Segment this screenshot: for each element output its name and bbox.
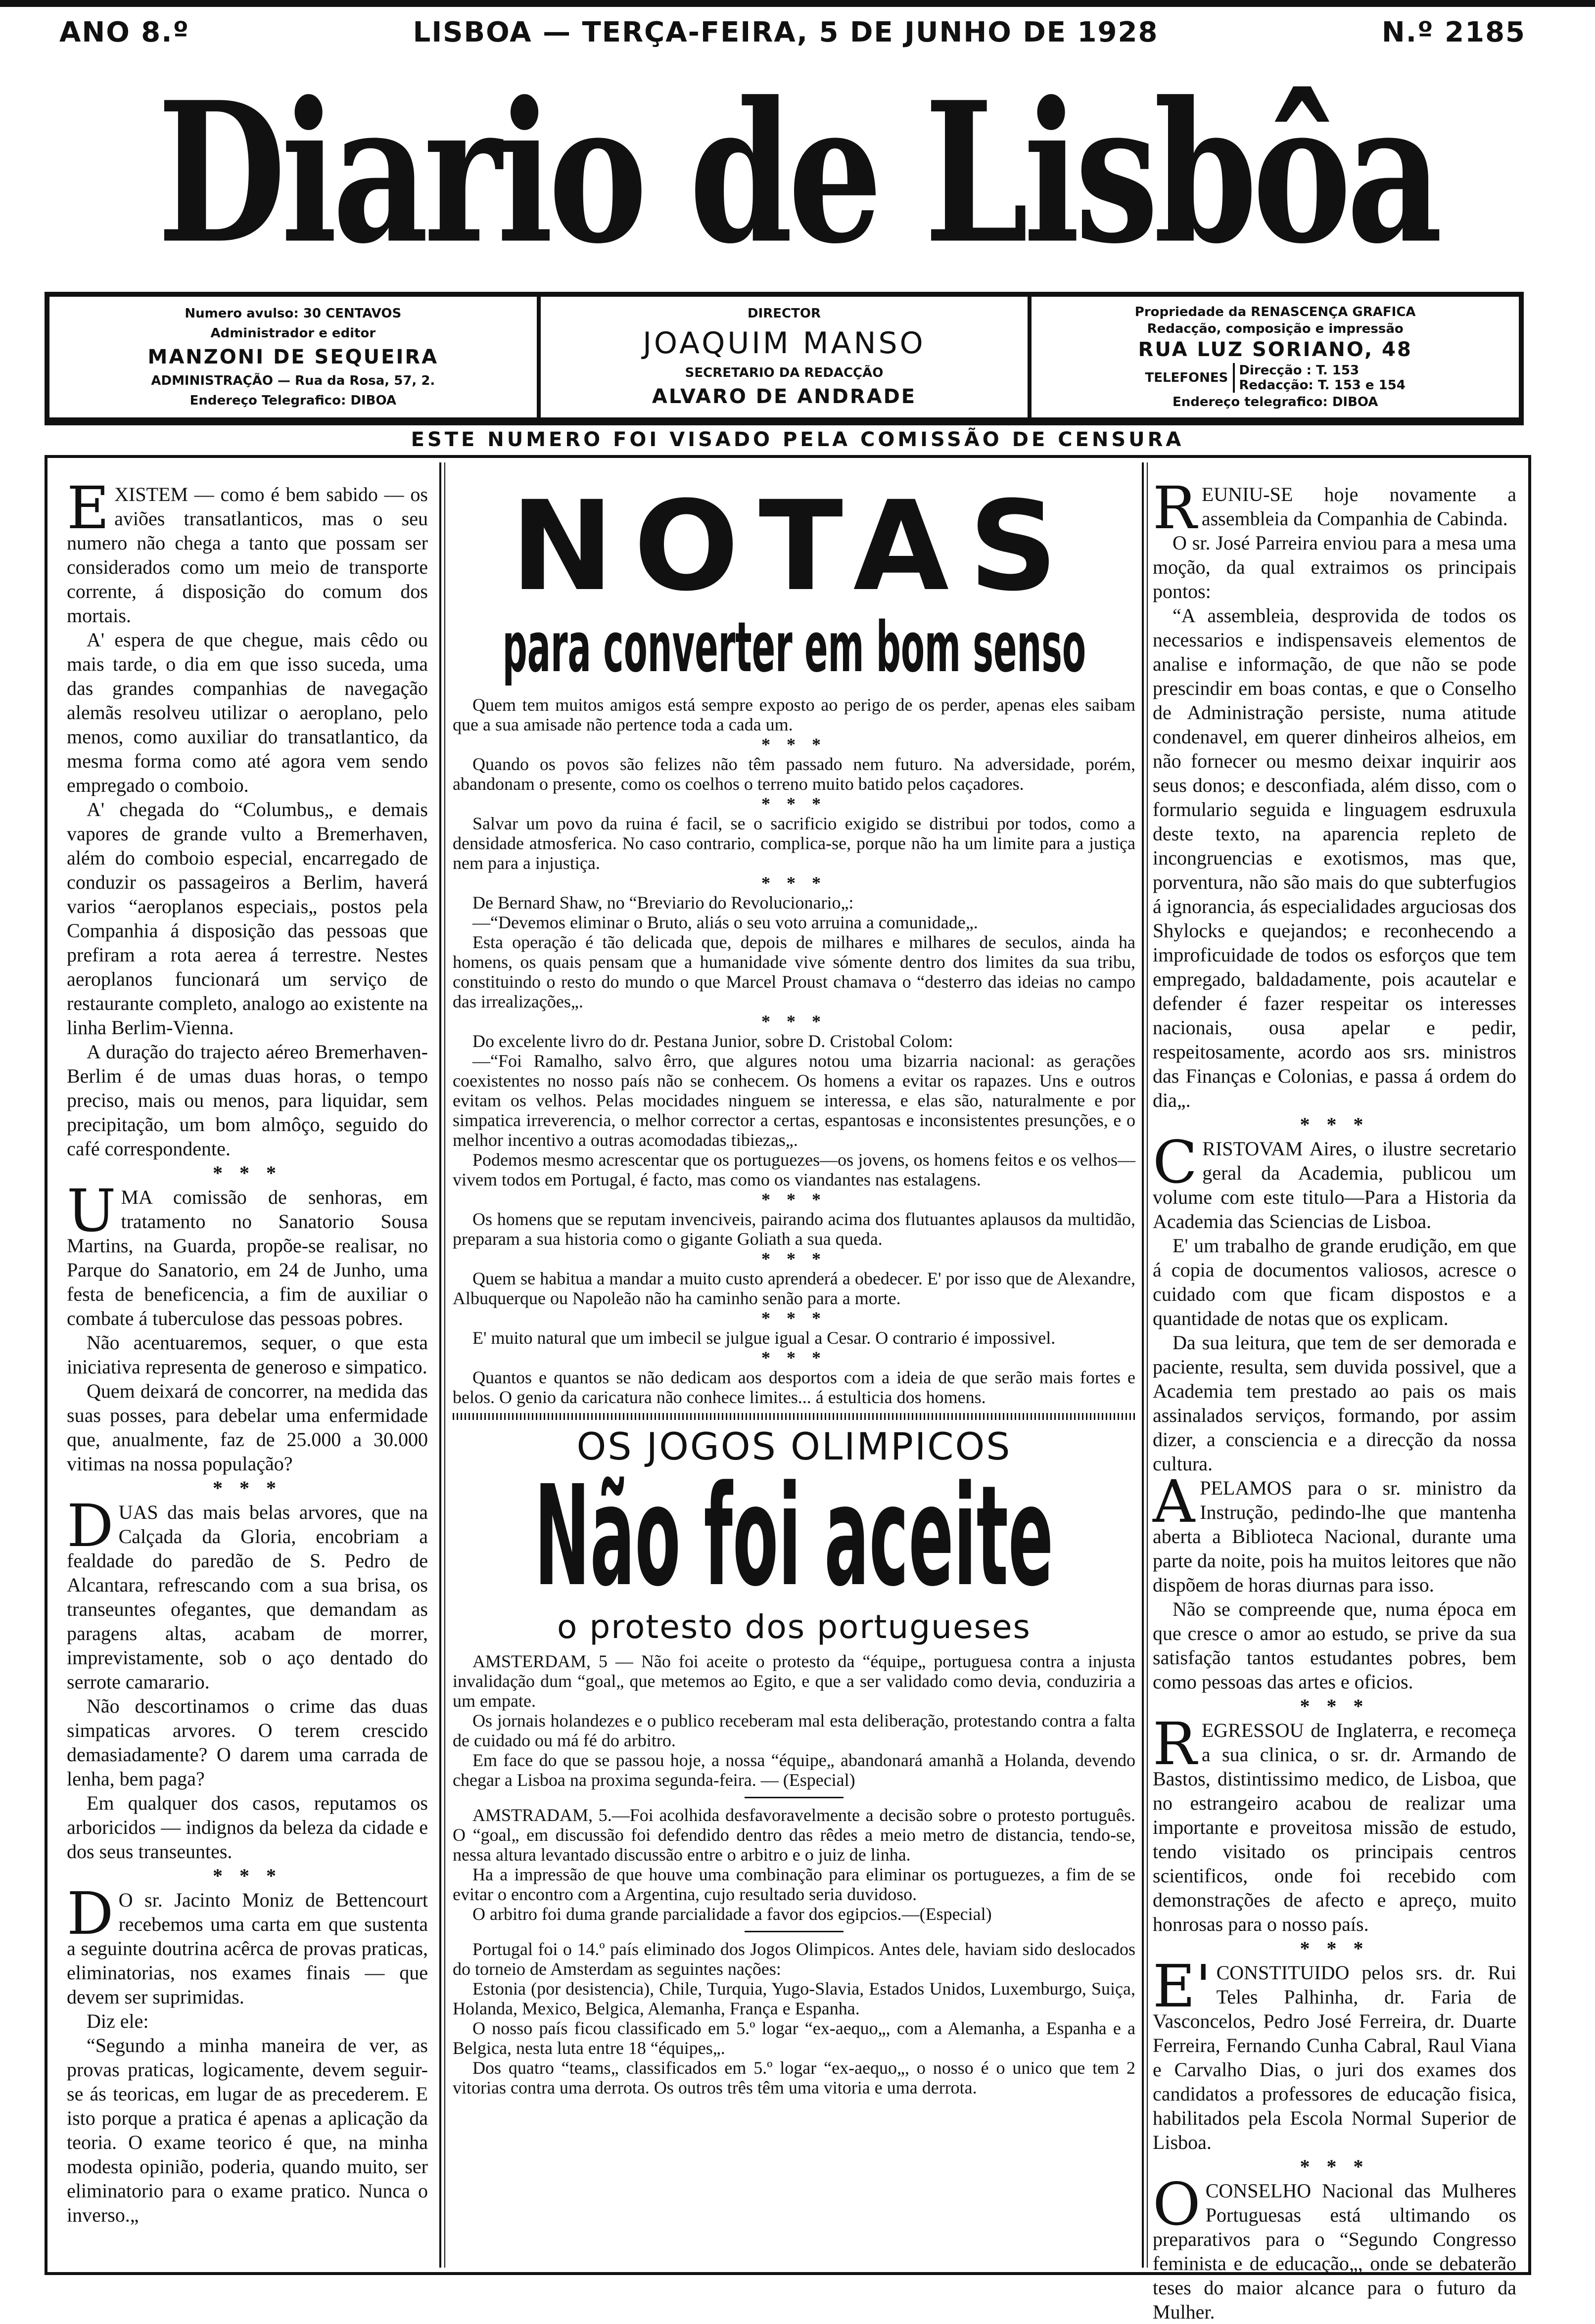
- section-separator: * * *: [761, 1189, 827, 1209]
- info-right: [1028, 297, 1519, 417]
- short-rule: [745, 1931, 844, 1932]
- paragraph-text: Do excelente livro do dr. Pestana Junior, sobre D. Cristobal Colom:: [472, 1031, 953, 1051]
- paragraph: [1153, 603, 1516, 1112]
- section-separator: * * *: [1300, 1695, 1369, 1717]
- telegraph-address: Endereço telegrafico: DIBOA: [1172, 395, 1378, 410]
- paragraph-text: “Segundo a minha maneira de ver, as provas praticas, logicamente, devem seguir-se ás teoricas, em lugar de as precederem. E isto porque a pratica é apenas a aplicação da teoria. O exame teorico é que, na minha modesta opinião, poderia, quando muito, ser eliminatorio para o exame pratico. Nunca o inverso.„: [67, 2034, 428, 2226]
- short-rule: [745, 1797, 844, 1798]
- paragraph-text: Da sua leitura, que tem de ser demorada e paciente, resulta, sem duvida possivel, que a Academia tem prestado ao pais os mais assinalados serviços, formando, por assim dizer, a consciencia e a direcção da nossa cultura.: [1153, 1331, 1516, 1475]
- notas-body: [453, 695, 1135, 1407]
- column-divider: [1142, 462, 1144, 2268]
- info-center: [537, 297, 1028, 417]
- section-separator: * * *: [761, 1308, 827, 1328]
- issue-number: N.º 2185: [1381, 16, 1526, 48]
- paragraph: [453, 1979, 1135, 2018]
- paragraph: [67, 2033, 428, 2227]
- section-separator: * * *: [213, 1865, 282, 1887]
- paragraph-text: Quem deixará de concorrer, na medida das suas posses, para debelar uma enfermidade que, anualmente, faz de 25.000 a 30.000 vitimas na nossa população?: [67, 1380, 428, 1475]
- drop-cap: R: [1153, 1710, 1197, 1778]
- paragraph-text: Salvar um povo da ruina é facil, se o sacrificio exigido se distribui por todos, como a densidade atmosferica. No caso contrario, complica-se, porque não ha um limite para a justiça nem para a injustiça.: [453, 814, 1135, 873]
- paragraph: [453, 695, 1135, 734]
- top-border: [0, 0, 1595, 7]
- paragraph: [67, 1791, 428, 1864]
- paragraph-text: Não descortinamos o crime das duas simpaticas arvores. O terem crescido demasiadamente? O darem uma carrada de lenha, bem paga?: [67, 1695, 428, 1790]
- paragraph-text: Dos quatro “teams„ classificados em 5.º logar “ex-aequo„, o nosso é o unico que tem 2 vitorias contra uma derrota. Os outros três têm uma vitoria e uma derrota.: [453, 2058, 1135, 2097]
- newspaper-title: Diario de Lisbôa: [157, 59, 1438, 286]
- paragraph-text: A' chegada do “Columbus„ e demais vapores de grande vulto a Bremerhaven, além do comboio especial, encarregado de conduzir os passageiros a Berlim, haverá varios “aeroplanos especiais„ postos pela Companhia á disposição das pessoas que prefiram a rota aerea á terrestre. Nestes aeroplanos funcionará um serviço de restaurante completo, analogo ao existente na linha Berlim-Vienna.: [67, 798, 428, 1039]
- paragraph: [453, 1805, 1135, 1865]
- paragraph-text: A duração do trajecto aéreo Bremerhaven-Berlim é de umas duas horas, o tempo preciso, mais ou menos, para liquidar, sem precipitação, um bom almôço, seguido do café correspondente.: [67, 1041, 428, 1160]
- paragraph: [453, 912, 1135, 932]
- paragraph-text: Os jornais holandezes e o publico receberam mal esta deliberação, protestando contra a falta de cuidado ou má fé do arbitro.: [453, 1711, 1135, 1750]
- admin-label: Administrador e editor: [210, 326, 376, 341]
- paragraph: [67, 1879, 428, 2009]
- drop-cap: D: [67, 1492, 114, 1560]
- paragraph-text: O sr. Jacinto Moniz de Bettencourt recebemos uma carta em que sustenta a seguinte doutrina acêrca de provas praticas, eliminatorias, nos exames finais — que devem ser suprimidas.: [67, 1889, 428, 2008]
- paragraph: [453, 754, 1135, 794]
- paragraph-text: Os homens que se reputam invenciveis, pairando acima dos flutuantes aplausos da multidão, preparam a sua historia como o gigante Goliath a sua queda.: [453, 1209, 1135, 1249]
- paragraph: [67, 1379, 428, 1476]
- section-separator: * * *: [1300, 1113, 1369, 1136]
- paragraph: [1153, 474, 1516, 542]
- section-separator: * * *: [1300, 1937, 1369, 1959]
- paragraph: [453, 1711, 1135, 1750]
- paragraph: [1153, 1467, 1516, 1597]
- section-separator: * * *: [213, 1477, 282, 1499]
- paragraph-text: Quando os povos são felizes não têm passado nem futuro. Na adversidade, porém, abandonam o presente, como os coelhos o terreno muito batido pelos caçadores.: [453, 754, 1135, 794]
- paragraph-text: Em qualquer dos casos, reputamos os arboricidos — indignos da beleza da cidade e dos seus transeuntes.: [67, 1792, 428, 1863]
- paragraph-text: Diz ele:: [87, 2010, 149, 2032]
- olympics-deck: o protesto dos portugueses: [557, 1608, 1031, 1646]
- section-separator: * * *: [213, 1162, 282, 1184]
- phones-label: TELEFONES: [1145, 370, 1228, 385]
- secretary-name: ALVARO DE ANDRADE: [652, 385, 917, 408]
- year-label: ANO 8.º: [59, 16, 190, 48]
- owner: Propriedade da RENASCENÇA GRAFICA: [1134, 305, 1416, 319]
- paragraph-text: A' espera de que chegue, mais cêdo ou mais tarde, o dia em que isso suceda, uma das grandes companhias de navegação alemãs resolveu utilizar o aeroplano, pelo menos, como auxiliar do transatlantico, da mesma forma como até agora vem sendo empregado o comboio.: [67, 629, 428, 796]
- paragraph-text: E' um trabalho de grande erudição, em que á copia de documentos valiosos, acresce o cuidado com que ficam dispostos e a quantidade de notas que os explicam.: [1153, 1234, 1516, 1329]
- paragraph: [67, 1040, 428, 1161]
- section-separator: * * *: [761, 1348, 827, 1367]
- paragraph: [1153, 1952, 1516, 2154]
- paragraph: [1153, 1128, 1516, 1233]
- phones: [1145, 363, 1405, 393]
- olympics-kicker: OS JOGOS OLIMPICOS: [576, 1424, 1012, 1468]
- paragraph: [453, 1865, 1135, 1904]
- section-rule: [453, 1413, 1135, 1420]
- censorship-notice: ESTE NUMERO FOI VISADO PELA COMISSÃO DE CENSURA: [411, 428, 1184, 451]
- paragraph: [1153, 1597, 1516, 1694]
- paragraph-text: Estonia (por desistencia), Chile, Turquia, Yugo-Slavia, Estados Unidos, Luxemburgo, Suiça, Holanda, Mexico, Belgica, Alemanha, França e Espanha.: [453, 1979, 1135, 2018]
- paragraph: [1153, 2170, 1516, 2324]
- paragraph: [453, 1150, 1135, 1189]
- paragraph: [453, 1209, 1135, 1249]
- paragraph-text: AMSTERDAM, 5 — Não foi aceite o protesto da “équipe„ portuguesa contra a injusta invalidação dum “goal„ que metemos ao Egito, e que a ser validado como devia, conduziria a um empate.: [453, 1651, 1135, 1711]
- telegraph-address: Endereço Telegrafico: DIBOA: [189, 393, 396, 408]
- paragraph-text: Quantos e quantos se não dedicam aos desportos com a ideia de que serão mais fortes e belos. O genio da caricatura não conhece limites... á estulticia dos homens.: [453, 1367, 1135, 1407]
- paragraph-text: O nosso país ficou classificado em 5.º logar “ex-aequo„, com a Alemanha, a Espanha e a Belgica, nesta luta entre 18 “équipes„.: [453, 2018, 1135, 2058]
- section-separator: * * *: [761, 1011, 827, 1031]
- right-column: [1153, 474, 1516, 2324]
- paragraph: [67, 628, 428, 797]
- drop-cap: A: [1153, 1467, 1195, 1536]
- paragraph-text: Esta operação é tão delicada que, depois de milhares e milhares de seculos, ainda ha homens, os quais pensam que a humanidade vive sómente dentro dos limites da sua tribu, constituindo o resto do mundo o que Marcel Proust chamava o “desterro das ideias no campo das irrealizações„.: [453, 932, 1135, 1011]
- drop-cap: C: [1153, 1128, 1198, 1196]
- paragraph: [67, 474, 428, 628]
- paragraph-text: De Bernard Shaw, no “Breviario do Revolucionario„:: [472, 893, 854, 912]
- date-label: LISBOA — TERÇA-FEIRA, 5 DE JUNHO DE 1928: [413, 16, 1159, 48]
- drop-cap: U: [67, 1177, 116, 1245]
- paragraph-text: O arbitro foi duma grande parcialidade a favor dos egipcios.—(Especial): [472, 1904, 992, 1924]
- paragraph-text: CONSTITUIDO pelos srs. dr. Rui Teles Palhinha, dr. Faria de Vasconcelos, Pedro José Ferreira, dr. Duarte Ferreira, Fernando Cunha Cabral, Raul Viana e Carvalho Dias, o juri dos exames dos candidatos a professores de educação fisica, habilitados pela Escola Normal Superior de Lisboa.: [1153, 1961, 1516, 2153]
- paragraph: [453, 1904, 1135, 1924]
- secretary-label: SECRETARIO DA REDACÇÃO: [685, 365, 884, 380]
- paragraph: [1153, 1233, 1516, 1330]
- section-separator: * * *: [1300, 2155, 1369, 2178]
- section-separator: * * *: [761, 734, 827, 754]
- paragraph-text: Quem tem muitos amigos está sempre exposto ao perigo de os perder, apenas eles saibam que a sua amisade não pertence toda a cada um.: [453, 695, 1135, 734]
- phone-redaction: Redacção: T. 153 e 154: [1239, 378, 1406, 393]
- info-box: [45, 292, 1524, 425]
- paragraph-text: Em face do que se passou hoje, a nossa “équipe„ abandonará amanhã a Holanda, devendo chegar a Lisboa na proxima segunda-feira. — (Especial): [453, 1750, 1135, 1790]
- paragraph-text: UAS das mais belas arvores, que na Calçada da Gloria, encobriam a fealdade do paredão de S. Pedro de Alcantara, refrescando com a sua brisa, os transeuntes ofegantes, que demandam as paragens altas, acabam de morrer, imprevistamente, sob o aço dentado do serrote camarario.: [67, 1501, 428, 1693]
- paragraph-text: XISTEM — como é bem sabido — os aviões transatlanticos, mas o seu numero não chega a tanto que possam ser considerados como um meio de transporte corrente, á disposição do comum dos mortais.: [67, 483, 428, 627]
- paragraph-text: CONSELHO Nacional das Mulheres Portuguesas está ultimando os preparativos para o “Segundo Congresso feminista e de educação„, onde se debaterão teses do maior alcance para o futuro da Mulher.: [1153, 2180, 1516, 2323]
- paragraph: [67, 1330, 428, 1379]
- paragraph: [453, 893, 1135, 912]
- works-label: Redacção, composição e impressão: [1147, 321, 1404, 336]
- paragraph: [453, 1651, 1135, 1711]
- admin-name: MANZONI DE SEQUEIRA: [147, 346, 439, 368]
- paragraph: [453, 2058, 1135, 2097]
- paragraph-text: RISTOVAM Aires, o ilustre secretario geral da Academia, publicou um volume com este titulo—Para a Historia da Academia das Sciencias de Lisboa.: [1153, 1138, 1516, 1232]
- paragraph: [453, 1031, 1135, 1051]
- drop-cap: D: [67, 1879, 114, 1948]
- notas-title: NOTAS: [510, 474, 1078, 618]
- drop-cap: E: [67, 474, 110, 542]
- masthead: [59, 59, 1536, 286]
- dateline: [59, 15, 1526, 49]
- paragraph-text: Podemos mesmo acrescentar que os portuguezes—os jovens, os homens feitos e os velhos—vivem todos em Portugal, é facto, mas como os viandantes nas estalagens.: [453, 1150, 1135, 1189]
- drop-cap: R: [1153, 474, 1197, 542]
- paragraph-text: E' muito natural que um imbecil se julgue igual a Cesar. O contrario é impossivel.: [472, 1328, 1056, 1348]
- paragraph-text: Não se compreende que, numa época em que cresce o amor ao estudo, se prive da sua satisfação tantos estudantes pobres, bem como pessoas das artes e oficios.: [1153, 1598, 1516, 1693]
- paragraph: [453, 814, 1135, 873]
- olympics-headline: Não foi aceite: [534, 1456, 1054, 1617]
- paragraph-text: EUNIU-SE hoje novamente a assembleia da Companhia de Cabinda.: [1201, 483, 1516, 530]
- olympics-headline-row: [453, 1456, 1135, 1617]
- paragraph-text: “A assembleia, desprovida de todos os necessarios e indispensaveis elementos de analise e informação, de que não se pode prescindir em boas contas, e que o Conselho de Administração persiste, numa atitude condenavel, em querer dinheiros alheios, em não fornecer ou mesmo deixar inquirir aos seus donos; e desconfiada, além disso, com o formulario seguida e linguagem esdruxula deste texto, na aparencia repleto de incongruencias e exotismos, mas que, porventura, não são mais do que subterfugios á ignorancia, ás especialidades arguciosas dos Shylocks e quejandos; e reconhecendo a improficuidade de todos os esforços que tem empregado, baldadamente, pois acautelar e defender é fazer respeitar os interesses nacionais, ousa apelar e pedir, respeitosamente, acordo aos srs. ministros das Finanças e Colonias, e passa á ordem do dia„.: [1153, 604, 1516, 1111]
- drop-cap: O: [1153, 2170, 1201, 2238]
- column-divider: [1147, 462, 1148, 2268]
- paragraph-text: —“Foi Ramalho, salvo êrro, que algures notou uma bizarria nacional: as gerações coexistentes no nosso país não se conhecem. Os homens a evitar os rapazes. Uns e outros evitam os velhos. Pelas mocidades ninguem se interessa, e elas são, naturalmente e por simpatica irreverencia, o melhor corrector a certas, espantosas e inconsistentes presunções, e o melhor incentivo a outras acomodadas tibiezas„.: [453, 1051, 1135, 1150]
- phone-list: [1233, 363, 1406, 393]
- paragraph: [453, 1367, 1135, 1407]
- paragraph: [1153, 1330, 1516, 1476]
- paragraph: [67, 1177, 428, 1330]
- paragraph-text: MA comissão de senhoras, em tratamento no Sanatorio Sousa Martins, na Guarda, propõe-se realisar, no Parque do Sanatorio, em 24 de Junho, uma festa de beneficencia, a fim de auxiliar o combate á tuberculose das pessoas pobres.: [67, 1186, 428, 1329]
- office-address: RUA LUZ SORIANO, 48: [1138, 338, 1412, 361]
- olympics-body: [453, 1651, 1135, 2097]
- column-divider: [439, 462, 441, 2268]
- phone-direction: Direcção : T. 153: [1239, 363, 1360, 378]
- paragraph: [1153, 1710, 1516, 1936]
- director-name: JOAQUIM MANSO: [643, 326, 926, 361]
- paragraph-text: Portugal foi o 14.º país eliminado dos Jogos Olimpicos. Antes dele, haviam sido deslocados do torneio de Amsterdam as seguintes nações:: [453, 1939, 1135, 1979]
- admin-address: ADMINISTRAÇÃO — Rua da Rosa, 57, 2.: [151, 373, 435, 388]
- paragraph-text: Quem se habitua a mandar a muito custo aprenderá a obedecer. E' por isso que de Alexandre, Albuquerque ou Napoleão não ha caminho senão para a morte.: [453, 1269, 1135, 1308]
- notas-subtitle-row: [453, 607, 1135, 688]
- paragraph: [453, 1939, 1135, 1979]
- left-column: [67, 474, 428, 2227]
- section-separator: * * *: [761, 1249, 827, 1269]
- paragraph: [453, 932, 1135, 1011]
- notas-subtitle: para converter em bom senso: [502, 607, 1086, 688]
- paragraph-text: PELAMOS para o sr. ministro da Instrução, pedindo-lhe que mantenha aberta a Biblioteca Nacional, durante uma parte da noite, pois ha muitos leitores que não dispõem de horas diurnas para isso.: [1153, 1477, 1516, 1596]
- paragraph: [67, 797, 428, 1040]
- column-divider: [444, 462, 445, 2268]
- paragraph: [1153, 531, 1516, 603]
- paragraph-text: —“Devemos eliminar o Bruto, aliás o seu voto arruina a comunidade„.: [472, 912, 978, 932]
- paragraph: [67, 2009, 428, 2033]
- info-left: [49, 297, 537, 417]
- section-separator: * * *: [761, 873, 827, 893]
- paragraph-text: Não acentuaremos, sequer, o que esta iniciativa representa de generoso e simpatico.: [67, 1331, 428, 1378]
- paragraph: [453, 1051, 1135, 1150]
- paragraph: [453, 1269, 1135, 1308]
- price: Numero avulso: 30 CENTAVOS: [185, 306, 402, 321]
- paragraph: [453, 1328, 1135, 1348]
- paragraph-text: Ha a impressão de que houve uma combinação para eliminar os portuguezes, a fim de se evitar o encontro com a Argentina, cujo resultado seria duvidoso.: [453, 1865, 1135, 1904]
- drop-cap: E': [1153, 1952, 1212, 2020]
- paragraph: [67, 1694, 428, 1791]
- middle-column: [453, 474, 1135, 2097]
- section-separator: * * *: [761, 794, 827, 814]
- paragraph: [453, 1750, 1135, 1790]
- paragraph: [453, 2018, 1135, 2058]
- director-label: DIRECTOR: [748, 306, 821, 321]
- paragraph-text: O sr. José Parreira enviou para a mesa uma moção, da qual extraimos os principais pontos:: [1153, 532, 1516, 602]
- paragraph-text: AMSTRADAM, 5.—Foi acolhida desfavoravelmente a decisão sobre o protesto português. O “goal„ em discussão foi defendido dentro das rêdes a meio metro de distancia, tendo-se, nessa altura levantado discussão entre o arbitro e o juiz de linha.: [453, 1805, 1135, 1865]
- paragraph-text: EGRESSOU de Inglaterra, e recomeça a sua clinica, o sr. dr. Armando de Bastos, distintissimo medico, de Lisboa, que no estrangeiro acabou de realizar uma importante e proveitosa missão de estudo, tendo visitado os principais centros scientificos, onde foi recebido com demonstrações de afecto e apreço, muito honrosas para o nosso país.: [1153, 1719, 1516, 1935]
- paragraph: [67, 1492, 428, 1694]
